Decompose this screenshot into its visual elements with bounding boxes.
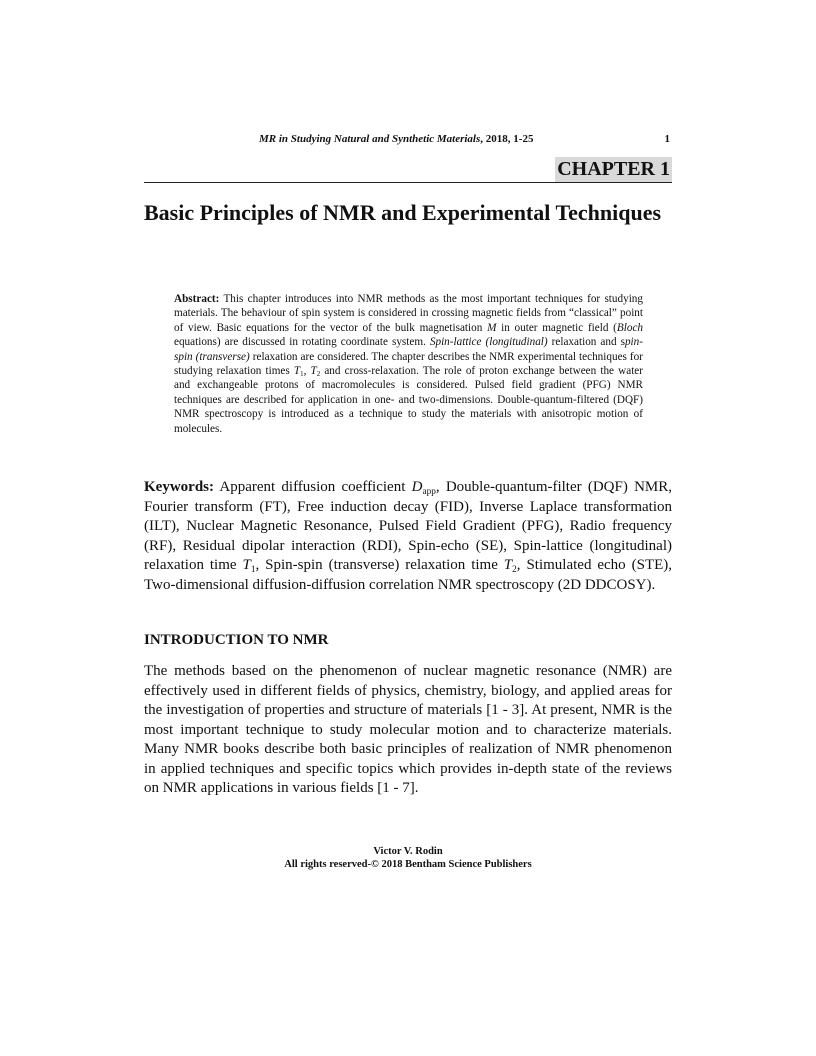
abstract-text: equations) are discussed in rotating coordinate system. <box>174 336 430 349</box>
footer-author: Victor V. Rodin <box>373 846 443 857</box>
page-number: 1 <box>664 133 670 145</box>
keywords-subscript: 1 <box>250 564 256 575</box>
abstract <box>174 292 643 436</box>
abstract-text: relaxation and s <box>547 336 625 349</box>
abstract-spin-spin: pin-spin (transverse) <box>174 336 643 363</box>
abstract-label: Abstract: <box>174 293 220 305</box>
section-heading: INTRODUCTION TO NMR <box>144 632 329 648</box>
keywords-subscript: app <box>422 486 436 497</box>
abstract-text: This chapter introduces into NMR methods as the most important techniques for studying materials. The behaviour of spin system is considered in crossing magnetic fields from “classical” point of view. Basic equations for the vector of the bulk magnetisation <box>174 293 643 334</box>
keywords-text: , Stimulated echo (STE), Two-dimensional diffusion-diffusion correlation NMR spectroscopy (2D DDCOSY). <box>144 557 673 593</box>
chapter-label: CHAPTER 1 <box>557 158 670 180</box>
keywords-text: Apparent diffusion coefficient <box>214 479 412 495</box>
abstract-text: relaxation are considered. The chapter describes the NMR experimental techniques for studying relaxation times <box>174 350 643 378</box>
abstract-spin-lattice: Spin-lattice (longitudinal) <box>429 336 548 349</box>
abstract-text: in outer magnetic field ( <box>496 321 617 334</box>
abstract-symbol-t: T <box>293 365 301 378</box>
footer-rights: All rights reserved-© 2018 Bentham Science Publishers <box>284 859 532 870</box>
chapter-title: Basic Principles of NMR and Experimental Techniques <box>144 200 662 225</box>
keywords <box>144 478 672 595</box>
header-rule <box>144 182 672 183</box>
keywords-text: , Double-quantum-filter (DQF) NMR, Fourier transform (FT), Free induction decay (FID), Inverse Laplace transformation (ILT), Nuclear Magnetic Resonance, Pulsed Field Gradient (PFG), Radio frequency (RF), Residual dipolar interaction (RDI), Spin-echo (SE), Spin-lattice (longitudinal) relaxation time <box>144 479 672 573</box>
abstract-subscript: 2 <box>316 370 321 379</box>
keywords-label: Keywords: <box>144 479 214 495</box>
abstract-text: and cross-relaxation. The role of proton exchange between the water and exchangeable protons of macromolecules is considered. Pulsed field gradient (PFG) NMR techniques are described for application in one- and two-dimensions. Double-quantum-filtered (DQF) NMR spectroscopy is introduced as a technique to study the materials with anisotropic motion of molecules. <box>174 365 643 435</box>
keywords-symbol-d: D <box>411 479 423 495</box>
abstract-symbol-t: T <box>310 365 317 378</box>
journal-citation <box>259 133 533 145</box>
keywords-text: , Spin-spin (transverse) relaxation time <box>255 557 504 573</box>
keywords-symbol-t: T <box>242 557 251 573</box>
abstract-subscript: 1 <box>300 370 304 379</box>
abstract-bloch: Bloch <box>616 321 644 334</box>
keywords-subscript: 2 <box>512 564 517 575</box>
abstract-comma: , <box>303 365 311 378</box>
journal-meta: , 2018, 1-25 <box>480 133 534 145</box>
keywords-symbol-t: T <box>503 557 513 573</box>
abstract-symbol-m: M <box>487 321 497 334</box>
intro-paragraph: The methods based on the phenomenon of nuclear magnetic resonance (NMR) are effectively used in different fields of physics, chemistry, biology, and applied areas for the investigation of properties and structure of materials [1 - 3]. At present, NMR is the most important technique to study molecular motion and to characterize materials. Many NMR books describe both basic principles of realization of NMR phenomenon in applied techniques and specific topics which provides in-depth state of the reviews on NMR applications in various fields [1 - 7]. <box>144 663 672 796</box>
journal-title: MR in Studying Natural and Synthetic Materials <box>259 133 481 145</box>
footer <box>144 845 672 871</box>
